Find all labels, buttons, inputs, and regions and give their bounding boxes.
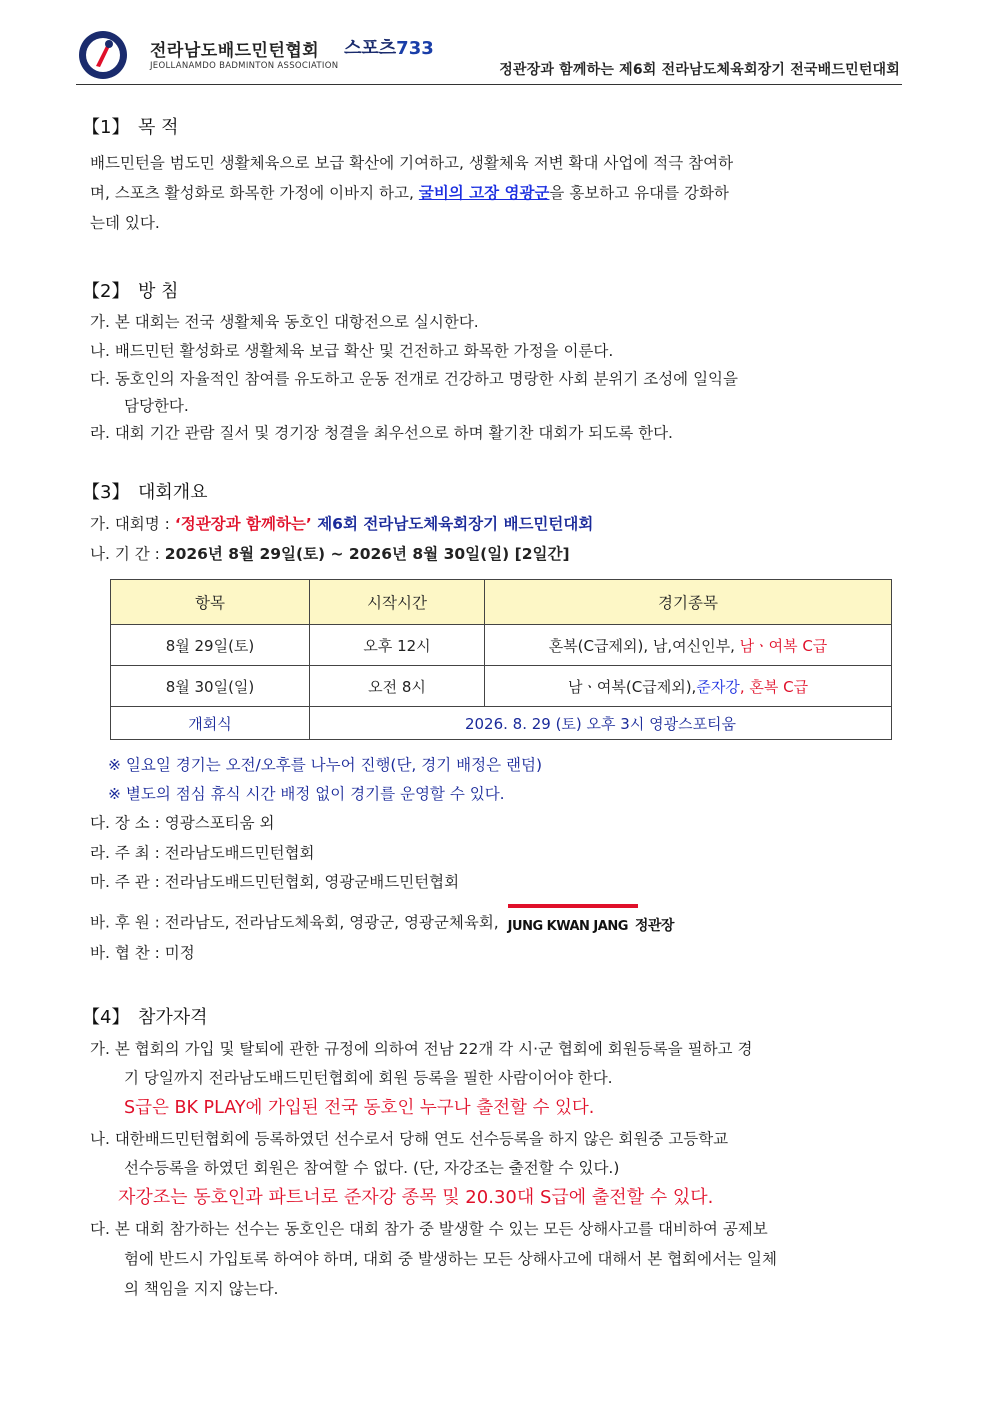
section-4-heading xyxy=(82,1003,208,1029)
section-4-title: 참가자격 xyxy=(138,1007,208,1028)
section-3-number: 【3】 xyxy=(82,482,130,503)
co-sponsor-line: 바. 협 찬 : 미정 xyxy=(90,944,195,962)
policy-ra: 라. 대회 기간 관람 질서 및 경기장 청결을 최우선으로 하며 활기찬 대회가 되도록 한다. xyxy=(90,424,673,442)
policy-da-2: 담당한다. xyxy=(124,397,189,415)
purpose-line-2 xyxy=(90,178,729,208)
table-row xyxy=(111,666,892,707)
note-lunch: ※ 별도의 점심 휴식 시간 배정 없이 경기를 운영할 수 있다. xyxy=(108,785,505,803)
policy-da-1: 다. 동호인의 자율적인 참여를 유도하고 운동 전개로 건강하고 명랑한 사회 분위기 조성에 일익을 xyxy=(90,370,739,388)
opening-value: 2026. 8. 29 (토) 오후 3시 영광스포티움 xyxy=(310,707,892,740)
qualification-na-3: 자강조는 동호인과 파트너로 준자강 종목 및 20.30대 S급에 출전할 수 있다. xyxy=(118,1187,714,1208)
row1-date: 8월 29일(토) xyxy=(111,625,310,666)
jungkwanjang-logo-bar xyxy=(508,904,638,908)
event-name-line xyxy=(90,509,593,539)
qualification-da-3: 의 책임을 지지 않는다. xyxy=(124,1280,279,1298)
section-3-heading xyxy=(82,478,208,504)
section-4-number: 【4】 xyxy=(82,1007,130,1028)
table-header-item: 항목 xyxy=(111,580,310,625)
section-2-number: 【2】 xyxy=(82,281,130,302)
row1-events-a: 혼복(C급제외), 남,여신인부, xyxy=(548,636,740,655)
qualification-ga-2: 기 당일까지 전라남도배드민턴협회에 회원 등록을 필한 사람이어야 한다. xyxy=(124,1069,613,1087)
table-header-events: 경기종목 xyxy=(485,580,892,625)
section-1-heading xyxy=(82,113,179,139)
event-name-label: 가. 대회명 : xyxy=(90,515,175,533)
row2-events-b: 준자강 xyxy=(696,677,740,696)
qualification-na-2: 선수등록을 하였던 회원은 참여할 수 없다. (단, 자강조는 출전할 수 있다.) xyxy=(124,1159,620,1177)
section-3-title: 대회개요 xyxy=(138,482,208,503)
purpose-line-2c: 을 홍보하고 유대를 강화하 xyxy=(549,184,729,202)
note-sunday: ※ 일요일 경기는 오전/오후를 나누어 진행(단, 경기 배정은 랜덤) xyxy=(108,756,543,774)
highlight-yeonggwang: 굴비의 고장 영광군 xyxy=(418,184,550,202)
purpose-line-2a: 며, 스포츠 활성화로 화목한 가정에 이바지 하고, xyxy=(90,184,419,202)
table-header-start-time: 시작시간 xyxy=(310,580,485,625)
association-logo-icon xyxy=(78,30,128,80)
schedule-table xyxy=(110,579,892,740)
sports733-logo-number: 733 xyxy=(396,38,434,59)
venue-line: 다. 장 소 : 영광스포티움 외 xyxy=(90,814,275,832)
org-name-korean: 전라남도배드민턴협회 xyxy=(150,41,320,61)
row2-events-a: 남ㆍ여복(C급제외), xyxy=(567,677,697,696)
table-row xyxy=(111,625,892,666)
sports733-logo xyxy=(344,34,434,60)
event-name-navy: 제6회 전라남도체육회장기 배드민턴대회 xyxy=(311,515,594,533)
purpose-line-3: 는데 있다. xyxy=(90,214,160,232)
row1-events-b: 남ㆍ여복 C급 xyxy=(739,636,828,655)
qualification-ga-1: 가. 본 협회의 가입 및 탈퇴에 관한 규정에 의하여 전남 22개 각 시·군 협회에 회원등록을 필하고 경 xyxy=(90,1040,753,1058)
section-1-number: 【1】 xyxy=(82,117,130,138)
opening-label: 개회식 xyxy=(111,707,310,740)
event-period-line xyxy=(90,539,570,569)
qualification-da-2: 험에 반드시 가입토록 하여야 하며, 대회 중 발생하는 모든 상해사고에 대해서 본 협회에서는 일체 xyxy=(124,1250,777,1268)
jungkwanjang-logo-korean: 정관장 xyxy=(634,918,674,934)
section-1-title: 목 적 xyxy=(138,117,179,138)
event-period-label: 나. 기 간 : xyxy=(90,545,165,563)
header-event-title: 정관장과 함께하는 제6회 전라남도체육회장기 전국배드민턴대회 xyxy=(499,62,900,78)
jungkwanjang-logo-text: JUNG KWAN JANG xyxy=(507,919,628,934)
row1-events xyxy=(485,625,892,666)
qualification-da-1: 다. 본 대회 참가하는 선수는 동호인은 대회 참가 중 발생할 수 있는 모든 상해사고를 대비하여 공제보 xyxy=(90,1220,768,1238)
section-2-title: 방 침 xyxy=(138,281,179,302)
sports733-logo-text: 스포츠 xyxy=(344,38,397,59)
row2-events xyxy=(485,666,892,707)
org-name-english: JEOLLANAMDO BADMINTON ASSOCIATION xyxy=(150,61,339,71)
purpose-line-1: 배드민턴을 범도민 생활체육으로 보급 확산에 기여하고, 생활체육 저변 확대 사업에 적극 참여하 xyxy=(90,154,734,172)
organizer-line: 마. 주 관 : 전라남도배드민턴협회, 영광군배드민턴협회 xyxy=(90,873,460,891)
sponsor-line xyxy=(90,904,674,942)
sponsor-text: 바. 후 원 : 전라남도, 전라남도체육회, 영광군, 영광군체육회, xyxy=(90,913,499,932)
policy-na: 나. 배드민턴 활성화로 생활체육 보급 확산 및 건전하고 화목한 가정을 이룬다. xyxy=(90,342,614,360)
event-period-value: 2026년 8월 29일(토) ~ 2026년 8월 30일(일) [2일간] xyxy=(164,545,570,563)
table-header-row xyxy=(111,580,892,625)
qualification-ga-3: S급은 BK PLAY에 가입된 전국 동호인 누구나 출전할 수 있다. xyxy=(124,1098,595,1118)
policy-ga: 가. 본 대회는 전국 생활체육 동호인 대항전으로 실시한다. xyxy=(90,313,479,331)
jungkwanjang-logo xyxy=(508,904,674,942)
row2-time: 오전 8시 xyxy=(310,666,485,707)
row2-events-c: , 혼복 C급 xyxy=(739,677,809,696)
section-2-heading xyxy=(82,277,179,303)
page-header xyxy=(76,28,902,85)
row1-time: 오후 12시 xyxy=(310,625,485,666)
host-line: 라. 주 최 : 전라남도배드민턴협회 xyxy=(90,844,315,862)
qualification-na-1: 나. 대한배드민턴협회에 등록하였던 선수로서 당해 연도 선수등록을 하지 않은 회원중 고등학교 xyxy=(90,1130,729,1148)
opening-ceremony-row xyxy=(111,707,892,740)
event-name-red: ‘정관장과 함께하는’ xyxy=(174,515,312,533)
row2-date: 8월 30일(일) xyxy=(111,666,310,707)
